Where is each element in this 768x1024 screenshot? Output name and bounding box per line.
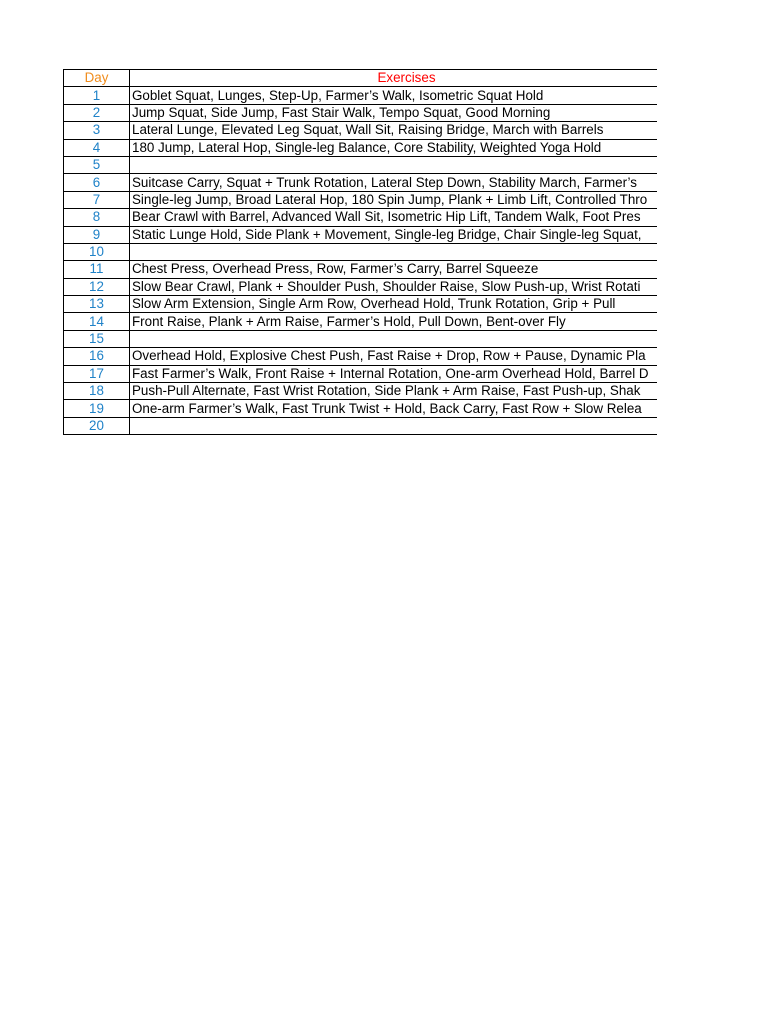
- exercises-cell[interactable]: [130, 330, 658, 347]
- day-number-cell[interactable]: 2: [64, 104, 130, 121]
- day-number-cell[interactable]: 18: [64, 383, 130, 400]
- exercises-cell[interactable]: Suitcase Carry, Squat + Trunk Rotation, Lateral Step Down, Stability March, Farmer’s: [130, 174, 658, 191]
- day-number-cell[interactable]: 17: [64, 365, 130, 382]
- exercises-cell[interactable]: [130, 156, 658, 173]
- table-row: [64, 417, 658, 434]
- day-number-cell[interactable]: 5: [64, 156, 130, 173]
- day-number-cell[interactable]: 14: [64, 313, 130, 330]
- table-row: [64, 330, 658, 347]
- table-row: [64, 226, 658, 243]
- exercises-cell[interactable]: Static Lunge Hold, Side Plank + Movement, Single-leg Bridge, Chair Single-leg Squat,: [130, 226, 658, 243]
- table-row: [64, 87, 658, 104]
- table-row: [64, 348, 658, 365]
- spreadsheet-area: [63, 69, 657, 435]
- day-number-cell[interactable]: 15: [64, 330, 130, 347]
- table-body: [64, 87, 658, 435]
- exercises-cell[interactable]: Lateral Lunge, Elevated Leg Squat, Wall Sit, Raising Bridge, March with Barrels: [130, 122, 658, 139]
- exercises-cell[interactable]: Bear Crawl with Barrel, Advanced Wall Sit, Isometric Hip Lift, Tandem Walk, Foot Pres: [130, 209, 658, 226]
- exercises-cell[interactable]: Single-leg Jump, Broad Lateral Hop, 180 Spin Jump, Plank + Limb Lift, Controlled Thro: [130, 191, 658, 208]
- exercises-column-header[interactable]: Exercises: [130, 70, 658, 87]
- exercises-cell[interactable]: Chest Press, Overhead Press, Row, Farmer’s Carry, Barrel Squeeze: [130, 261, 658, 278]
- table-row: [64, 156, 658, 173]
- table-row: [64, 174, 658, 191]
- table-row: [64, 400, 658, 417]
- table-row: [64, 296, 658, 313]
- day-number-cell[interactable]: 20: [64, 417, 130, 434]
- exercises-cell[interactable]: Front Raise, Plank + Arm Raise, Farmer’s Hold, Pull Down, Bent-over Fly: [130, 313, 658, 330]
- table-row: [64, 209, 658, 226]
- table-row: [64, 383, 658, 400]
- day-number-cell[interactable]: 4: [64, 139, 130, 156]
- exercises-cell[interactable]: 180 Jump, Lateral Hop, Single-leg Balance, Core Stability, Weighted Yoga Hold: [130, 139, 658, 156]
- exercises-cell[interactable]: Fast Farmer’s Walk, Front Raise + Internal Rotation, One-arm Overhead Hold, Barrel D: [130, 365, 658, 382]
- header-row: [64, 70, 658, 87]
- day-number-cell[interactable]: 19: [64, 400, 130, 417]
- exercises-cell[interactable]: [130, 243, 658, 260]
- table-row: [64, 122, 658, 139]
- day-number-cell[interactable]: 12: [64, 278, 130, 295]
- exercise-schedule-table: [63, 69, 657, 435]
- exercises-cell[interactable]: Slow Arm Extension, Single Arm Row, Overhead Hold, Trunk Rotation, Grip + Pull: [130, 296, 658, 313]
- day-number-cell[interactable]: 3: [64, 122, 130, 139]
- day-number-cell[interactable]: 1: [64, 87, 130, 104]
- day-number-cell[interactable]: 7: [64, 191, 130, 208]
- day-number-cell[interactable]: 6: [64, 174, 130, 191]
- table-row: [64, 243, 658, 260]
- exercises-cell[interactable]: One-arm Farmer’s Walk, Fast Trunk Twist + Hold, Back Carry, Fast Row + Slow Relea: [130, 400, 658, 417]
- exercises-cell[interactable]: [130, 417, 658, 434]
- day-number-cell[interactable]: 11: [64, 261, 130, 278]
- day-number-cell[interactable]: 10: [64, 243, 130, 260]
- day-number-cell[interactable]: 9: [64, 226, 130, 243]
- exercises-cell[interactable]: Jump Squat, Side Jump, Fast Stair Walk, Tempo Squat, Good Morning: [130, 104, 658, 121]
- table-row: [64, 278, 658, 295]
- table-row: [64, 261, 658, 278]
- table-row: [64, 365, 658, 382]
- table-row: [64, 191, 658, 208]
- exercises-cell[interactable]: Slow Bear Crawl, Plank + Shoulder Push, Shoulder Raise, Slow Push-up, Wrist Rotati: [130, 278, 658, 295]
- table-row: [64, 313, 658, 330]
- day-column-header[interactable]: Day: [64, 70, 130, 87]
- exercises-cell[interactable]: Overhead Hold, Explosive Chest Push, Fast Raise + Drop, Row + Pause, Dynamic Pla: [130, 348, 658, 365]
- exercises-cell[interactable]: Push-Pull Alternate, Fast Wrist Rotation, Side Plank + Arm Raise, Fast Push-up, Shak: [130, 383, 658, 400]
- day-number-cell[interactable]: 13: [64, 296, 130, 313]
- table-row: [64, 104, 658, 121]
- exercises-cell[interactable]: Goblet Squat, Lunges, Step-Up, Farmer’s Walk, Isometric Squat Hold: [130, 87, 658, 104]
- table-row: [64, 139, 658, 156]
- day-number-cell[interactable]: 8: [64, 209, 130, 226]
- day-number-cell[interactable]: 16: [64, 348, 130, 365]
